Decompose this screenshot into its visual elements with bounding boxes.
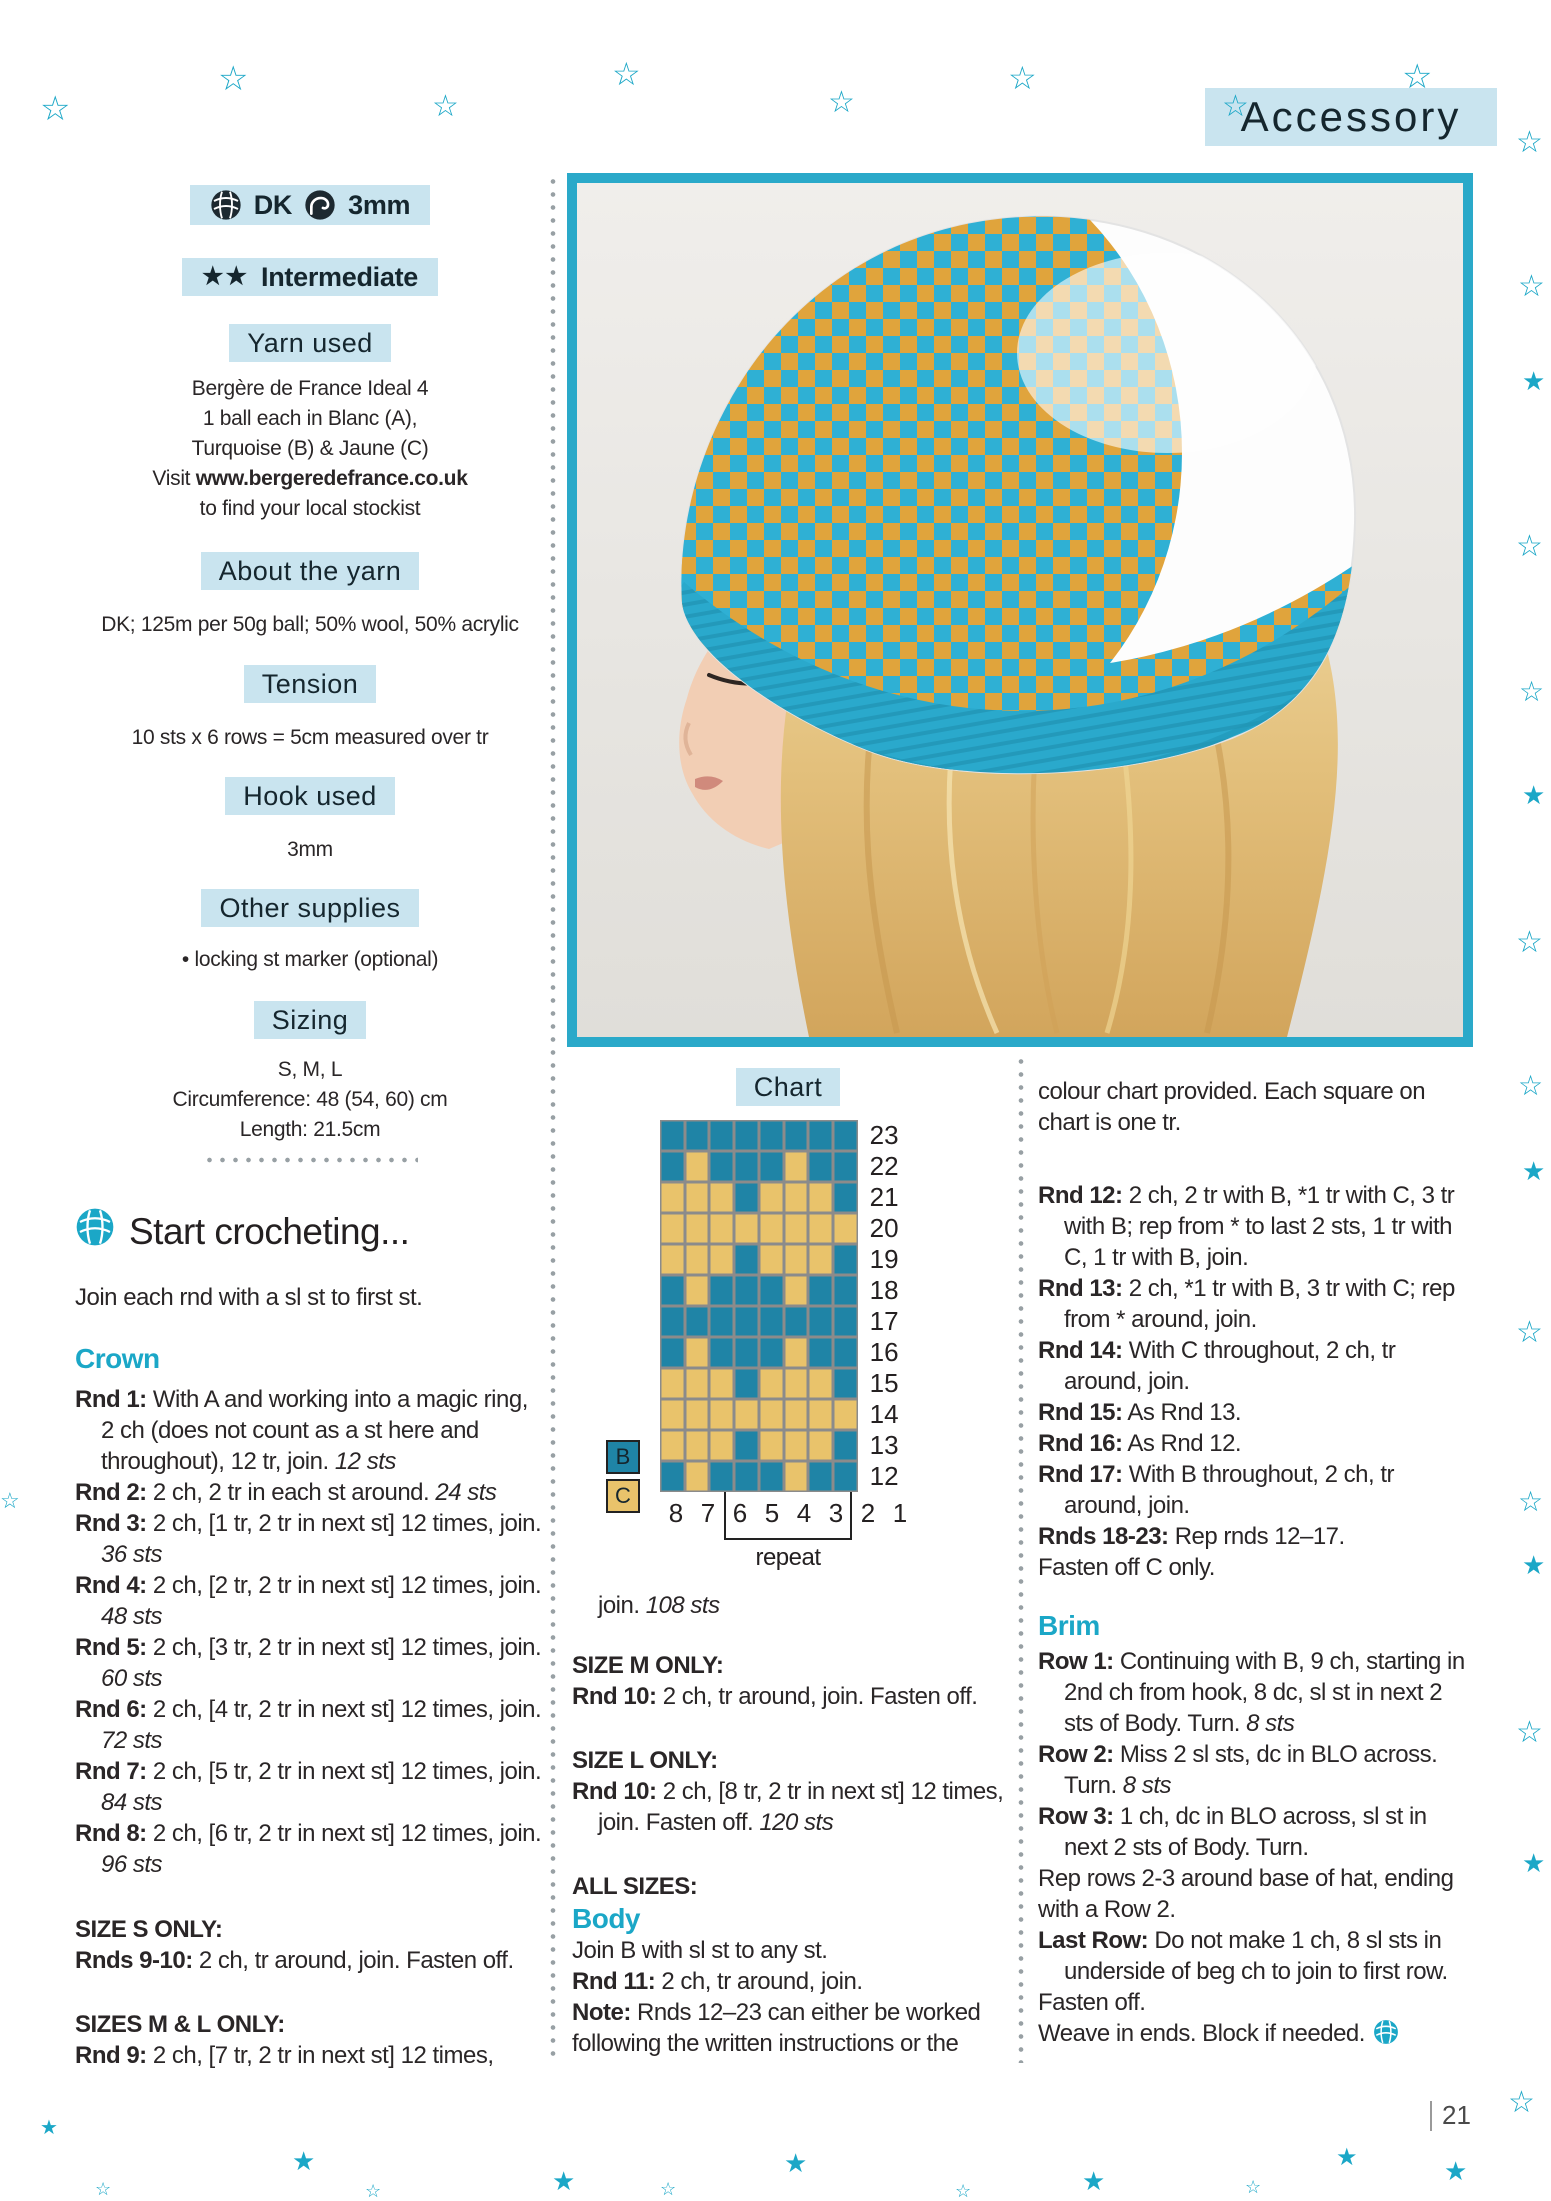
pattern-round: Rnd 11: 2 ch, tr around, join. [572, 1968, 863, 1995]
chart-cell-C [709, 1182, 734, 1213]
column-divider-dotted [550, 175, 556, 2063]
yarn-used-line: Turquoise (B) & Jaune (C) [191, 437, 429, 460]
chart-cell-B [808, 1461, 833, 1492]
yarn-visit-line: Visit www.bergeredefrance.co.uk [152, 467, 468, 490]
chart-cell-C [685, 1337, 710, 1368]
sizing-line: Length: 21.5cm [239, 1118, 381, 1141]
star-outline-icon: ☆ [1008, 60, 1037, 96]
crochet-hook-icon [304, 189, 336, 221]
page-number: 21 [1430, 2100, 1471, 2131]
yarn-used-line: Bergère de France Ideal 4 [191, 377, 429, 400]
all-sizes-heading: ALL SIZES: [572, 1873, 698, 1900]
chart-repeat-label: repeat [755, 1544, 821, 1571]
chart-cell-C [759, 1430, 784, 1461]
size-l-heading: SIZE L ONLY: [572, 1747, 718, 1774]
chart-cell-B [833, 1337, 858, 1368]
chart-cell-C [685, 1244, 710, 1275]
yarn-website-url: www.bergeredefrance.co.uk [195, 467, 468, 490]
difficulty-stars-icon: ★★ [202, 263, 250, 290]
chart-cell-C [808, 1368, 833, 1399]
star-outline-icon: ☆ [612, 56, 641, 92]
dotted-divider [203, 1157, 418, 1163]
pattern-round: Rnd 1: With A and working into a magic ring, 2 ch (does not count as a st here and throughout), 12 tr, join. 12 sts [75, 1386, 528, 1475]
chart-cell-C [784, 1275, 809, 1306]
chart-cell-C [734, 1399, 759, 1430]
yarn-used-line: 1 ball each in Blanc (A), [202, 407, 418, 430]
chart-row [660, 1213, 916, 1244]
chart-cell-C [709, 1430, 734, 1461]
chart-cell-B [759, 1337, 784, 1368]
chart-col-label: 1 [892, 1498, 908, 1528]
tension-text: 10 sts x 6 rows = 5cm measured over tr [131, 726, 489, 749]
chart-cell-B [709, 1120, 734, 1151]
pattern-round: Rnd 7: 2 ch, [5 tr, 2 tr in next st] 12 times, join. 84 sts [75, 1758, 542, 1816]
chart-col-label: 4 [796, 1498, 812, 1528]
chart-cell-C [709, 1244, 734, 1275]
model-photo-illustration [577, 183, 1463, 1037]
note-continuation: colour chart provided. Each square on chart is one tr. [1038, 1078, 1426, 1136]
chart-row-label: 12 [869, 1461, 899, 1491]
chart-col-label: 3 [828, 1498, 844, 1528]
chart-cell-B [833, 1368, 858, 1399]
chart-row [660, 1461, 916, 1492]
chart-cell-B [833, 1461, 858, 1492]
chart-cell-B [833, 1430, 858, 1461]
pattern-round: Rnd 16: As Rnd 12. [1038, 1430, 1242, 1457]
pattern-round: Rnd 10: 2 ch, [8 tr, 2 tr in next st] 12 times, join. Fasten off. 120 sts [572, 1778, 1004, 1836]
pattern-round: Rnd 12: 2 ch, 2 tr with B, *1 tr with C, 3 tr with B; rep from * to last 2 sts, 1 tr with C, 1 tr with B, join. [1038, 1182, 1455, 1271]
chart-cell-B [759, 1120, 784, 1151]
chart-cell-B [734, 1306, 759, 1337]
tension-heading: Tension [244, 665, 377, 703]
star-outline-icon: ☆ [1508, 2086, 1535, 2119]
star-outline-icon: ☆ [1519, 676, 1545, 707]
chart-cell-C [784, 1213, 809, 1244]
fasten-off-c: Fasten off C only. [1038, 1554, 1215, 1581]
chart-cell-B [734, 1151, 759, 1182]
star-outline-icon: ☆ [1516, 1716, 1543, 1749]
chart-cell-B [709, 1337, 734, 1368]
chart-cell-B [734, 1182, 759, 1213]
star-outline-icon: ☆ [1245, 2177, 1262, 2197]
yarn-weight-label: DK [253, 190, 293, 220]
hook-size-label: 3mm [348, 190, 411, 220]
fasten-off-line: Fasten off. [1038, 1989, 1146, 2016]
bullet-icon: • [181, 948, 189, 971]
chart-cell-C [808, 1430, 833, 1461]
star-outline-icon: ☆ [1516, 530, 1543, 563]
yarn-ball-icon [1373, 2019, 1399, 2053]
chart-cell-B [685, 1120, 710, 1151]
left-column [75, 185, 545, 2071]
chart-col-label: 2 [860, 1498, 876, 1528]
chart-cell-B [784, 1306, 809, 1337]
hook-used-text: 3mm [287, 838, 333, 861]
star-outline-icon: ☆ [40, 90, 71, 128]
other-supplies-heading: Other supplies [201, 889, 418, 927]
chart-cell-B [734, 1244, 759, 1275]
pattern-round: Rnd 6: 2 ch, [4 tr, 2 tr in next st] 12 times, join. 72 sts [75, 1696, 542, 1754]
star-filled-icon: ★ [1522, 780, 1546, 810]
pattern-row: Last Row: Do not make 1 ch, 8 sl sts in underside of beg ch to join to first row. [1038, 1927, 1448, 1985]
chart-row-label: 23 [869, 1120, 899, 1150]
about-yarn-heading: About the yarn [201, 552, 420, 590]
chart-row [660, 1399, 916, 1430]
star-filled-icon: ★ [1336, 2144, 1358, 2171]
star-outline-icon: ☆ [218, 60, 249, 98]
star-filled-icon: ★ [552, 2166, 576, 2196]
rep-rows-line: Rep rows 2-3 around base of hat, ending with a Row 2. [1038, 1865, 1454, 1923]
column-divider-dotted [1018, 1055, 1024, 2063]
chart-cell-B [709, 1306, 734, 1337]
chart-cell-C [685, 1151, 710, 1182]
chart-cell-C [784, 1461, 809, 1492]
chart-cell-B [734, 1368, 759, 1399]
sizing-heading: Sizing [254, 1001, 367, 1039]
chart-cell-C [660, 1213, 685, 1244]
chart-row-label: 13 [869, 1430, 899, 1460]
other-supplies-text: • locking st marker (optional) [181, 948, 439, 971]
materials-badge [190, 185, 431, 225]
chart-cell-C [660, 1430, 685, 1461]
chart-cell-B [660, 1275, 685, 1306]
sizing-line: Circumference: 48 (54, 60) cm [172, 1088, 448, 1111]
star-outline-icon: ☆ [1222, 90, 1249, 123]
about-yarn-text: DK; 125m per 50g ball; 50% wool, 50% acrylic [101, 613, 519, 636]
crown-heading: Crown [75, 1343, 160, 1374]
size-m-heading: SIZE M ONLY: [572, 1652, 724, 1679]
star-filled-icon: ★ [1082, 2166, 1106, 2196]
chart-cell-B [685, 1306, 710, 1337]
star-outline-icon: ☆ [0, 1488, 20, 1513]
chart-cell-B [833, 1306, 858, 1337]
chart-key-C: C [606, 1479, 640, 1513]
chart-cell-C [660, 1368, 685, 1399]
chart-cell-B [660, 1461, 685, 1492]
chart-row-label: 21 [869, 1182, 899, 1212]
chart-cell-C [734, 1213, 759, 1244]
chart-cell-C [833, 1213, 858, 1244]
star-filled-icon: ★ [1522, 366, 1546, 396]
yarn-used-heading: Yarn used [229, 324, 391, 362]
star-filled-icon: ★ [1522, 1848, 1546, 1878]
star-filled-icon: ★ [292, 2146, 316, 2176]
yarn-used-line: to find your local stockist [199, 497, 421, 520]
star-outline-icon: ☆ [365, 2181, 382, 2201]
chart-cell-C [685, 1182, 710, 1213]
chart-cell-B [808, 1337, 833, 1368]
chart-cell-B [759, 1151, 784, 1182]
start-crocheting-text: Start crocheting... [129, 1210, 410, 1252]
chart-row-label: 18 [869, 1275, 899, 1305]
chart-repeat-bracket [724, 1492, 852, 1540]
star-filled-icon: ★ [40, 2117, 58, 2139]
star-outline-icon: ☆ [955, 2181, 972, 2201]
difficulty-label: Intermediate [261, 262, 418, 292]
chart-cell-B [734, 1337, 759, 1368]
chart-cell-C [685, 1368, 710, 1399]
chart-cell-B [734, 1430, 759, 1461]
chart-row-label: 19 [869, 1244, 899, 1274]
chart-cell-C [833, 1399, 858, 1430]
chart-cell-B [734, 1275, 759, 1306]
pattern-row: Row 1: Continuing with B, 9 ch, starting in 2nd ch from hook, 8 dc, sl st in next 2 sts of Body. Turn. 8 sts [1038, 1648, 1465, 1737]
chart-heading: Chart [736, 1068, 841, 1106]
pattern-round: Rnd 15: As Rnd 13. [1038, 1399, 1242, 1426]
pattern-row: Row 2: Miss 2 sl sts, dc in BLO across. Turn. 8 sts [1038, 1741, 1438, 1799]
pattern-round: Rnds 9-10: 2 ch, tr around, join. Fasten off. [75, 1947, 514, 1974]
chart-cell-B [734, 1461, 759, 1492]
chart-cell-C [660, 1182, 685, 1213]
chart-cell-C [709, 1399, 734, 1430]
chart-cell-B [734, 1120, 759, 1151]
pattern-round: Rnds 18-23: Rep rnds 12–17. [1038, 1523, 1345, 1550]
right-column [1038, 1076, 1474, 2053]
star-outline-icon: ☆ [1402, 58, 1433, 96]
star-outline-icon: ☆ [1516, 926, 1543, 959]
chart-row [660, 1275, 916, 1306]
hook-used-heading: Hook used [225, 777, 395, 815]
chart-row-label: 14 [869, 1399, 899, 1429]
chart-cell-C [685, 1213, 710, 1244]
chart-cell-B [808, 1151, 833, 1182]
pattern-row: Row 3: 1 ch, dc in BLO across, sl st in next 2 sts of Body. Turn. [1038, 1803, 1427, 1861]
chart-row-label: 16 [869, 1337, 899, 1367]
pattern-round: Rnd 9: 2 ch, [7 tr, 2 tr in next st] 12 times, [75, 2042, 494, 2069]
star-outline-icon: ☆ [432, 90, 459, 123]
chart-cell-C [709, 1213, 734, 1244]
chart-cell-B [833, 1120, 858, 1151]
pattern-photo [567, 173, 1473, 1047]
pattern-round: Rnd 3: 2 ch, [1 tr, 2 tr in next st] 12 times, join. 36 sts [75, 1510, 542, 1568]
pattern-round: Rnd 8: 2 ch, [6 tr, 2 tr in next st] 12 times, join. 96 sts [75, 1820, 542, 1878]
chart-cell-C [685, 1399, 710, 1430]
chart-row-label: 22 [869, 1151, 899, 1181]
chart-cell-B [709, 1461, 734, 1492]
star-outline-icon: ☆ [828, 86, 855, 119]
star-outline-icon: ☆ [1516, 1316, 1543, 1349]
chart-cell-B [759, 1461, 784, 1492]
chart-row [660, 1244, 916, 1275]
pattern-round: Rnd 13: 2 ch, *1 tr with B, 3 tr with C; rep from * around, join. [1038, 1275, 1455, 1333]
star-outline-icon: ☆ [1518, 1486, 1544, 1517]
pattern-round: Rnd 2: 2 ch, 2 tr in each st around. 24 sts [75, 1479, 497, 1506]
brim-heading: Brim [1038, 1610, 1100, 1641]
start-crocheting-heading [75, 1207, 545, 1256]
chart-cell-B [660, 1120, 685, 1151]
star-outline-icon: ☆ [1516, 126, 1543, 159]
chart-col-label: 5 [764, 1498, 780, 1528]
chart-cell-C [808, 1244, 833, 1275]
chart-row [660, 1182, 916, 1213]
chart-row [660, 1120, 916, 1151]
page-title: Accessory [1205, 88, 1497, 146]
chart-cell-C [759, 1244, 784, 1275]
chart-cell-C [759, 1368, 784, 1399]
body-join-line: Join B with sl st to any st. [572, 1937, 828, 1964]
chart-cell-B [709, 1275, 734, 1306]
star-outline-icon: ☆ [95, 2179, 112, 2199]
chart-cell-B [759, 1306, 784, 1337]
intro-line: Join each rnd with a sl st to first st. [75, 1284, 423, 1311]
chart-row-label: 20 [869, 1213, 899, 1243]
chart-cell-C [784, 1337, 809, 1368]
chart-cell-C [808, 1182, 833, 1213]
chart-cell-C [660, 1244, 685, 1275]
chart-cell-C [759, 1182, 784, 1213]
chart-row-label: 15 [869, 1368, 899, 1398]
size-s-heading: SIZE S ONLY: [75, 1916, 223, 1943]
pattern-round: Rnd 10: 2 ch, tr around, join. Fasten off. [572, 1683, 978, 1710]
chart-cell-B [709, 1151, 734, 1182]
page-number-divider [1430, 2101, 1432, 2131]
yarn-ball-icon [210, 189, 242, 221]
pattern-round: Rnd 4: 2 ch, [2 tr, 2 tr in next st] 12 times, join. 48 sts [75, 1572, 542, 1630]
chart-row-label: 17 [869, 1306, 899, 1336]
star-filled-icon: ★ [784, 2148, 808, 2178]
star-outline-icon: ☆ [1518, 270, 1545, 303]
chart-col-label: 8 [668, 1498, 684, 1528]
chart-cell-C [784, 1151, 809, 1182]
chart-cell-C [660, 1399, 685, 1430]
chart-cell-B [660, 1337, 685, 1368]
star-filled-icon: ★ [1522, 1156, 1546, 1186]
chart-cell-B [833, 1182, 858, 1213]
body-heading: Body [572, 1903, 640, 1934]
chart-cell-C [784, 1182, 809, 1213]
chart-cell-B [833, 1244, 858, 1275]
pattern-round: Rnd 5: 2 ch, [3 tr, 2 tr in next st] 12 times, join. 60 sts [75, 1634, 542, 1692]
chart-row [660, 1151, 916, 1182]
chart-cell-C [685, 1461, 710, 1492]
chart-cell-C [784, 1244, 809, 1275]
body-note: Note: Rnds 12–23 can either be worked following the written instructions or the [572, 1999, 981, 2057]
chart-key [606, 1440, 640, 1513]
difficulty-badge [182, 258, 438, 296]
chart-row [660, 1430, 916, 1461]
middle-column [572, 1575, 1008, 2059]
chart-cell-C [759, 1213, 784, 1244]
chart-cell-B [784, 1120, 809, 1151]
chart-cell-C [808, 1213, 833, 1244]
chart-cell-C [759, 1399, 784, 1430]
chart-cell-B [660, 1151, 685, 1182]
yarn-ball-icon [75, 1207, 115, 1256]
chart-cell-C [709, 1368, 734, 1399]
chart-col-label: 6 [732, 1498, 748, 1528]
pattern-round: Rnd 17: With B throughout, 2 ch, tr around, join. [1038, 1461, 1394, 1519]
chart-key-B: B [606, 1440, 640, 1474]
chart-cell-B [808, 1306, 833, 1337]
chart-cell-C [808, 1399, 833, 1430]
chart-cell-B [833, 1275, 858, 1306]
chart-cell-B [660, 1306, 685, 1337]
chart-cell-C [685, 1275, 710, 1306]
chart-cell-B [759, 1275, 784, 1306]
chart-cell-C [784, 1399, 809, 1430]
chart-row [660, 1368, 916, 1399]
star-outline-icon: ☆ [1518, 1070, 1544, 1101]
chart-section [558, 1058, 1010, 1571]
chart-cell-C [685, 1430, 710, 1461]
round-continuation: join. 108 sts [598, 1592, 720, 1619]
chart-cell-B [808, 1120, 833, 1151]
star-filled-icon: ★ [1522, 1550, 1546, 1580]
pattern-round: Rnd 14: With C throughout, 2 ch, tr around, join. [1038, 1337, 1396, 1395]
chart-col-label: 7 [700, 1498, 716, 1528]
chart-row [660, 1337, 916, 1368]
sizing-line: S, M, L [277, 1058, 343, 1081]
star-filled-icon: ★ [1444, 2156, 1468, 2186]
sizes-ml-heading: SIZES M & L ONLY: [75, 2011, 285, 2038]
chart-cell-C [784, 1430, 809, 1461]
chart-cell-B [808, 1275, 833, 1306]
chart-cell-C [784, 1368, 809, 1399]
finishing-line: Weave in ends. Block if needed. [1038, 2018, 1474, 2053]
star-outline-icon: ☆ [660, 2179, 677, 2199]
chart-grid [660, 1120, 916, 1492]
chart-cell-B [833, 1151, 858, 1182]
chart-row [660, 1306, 916, 1337]
